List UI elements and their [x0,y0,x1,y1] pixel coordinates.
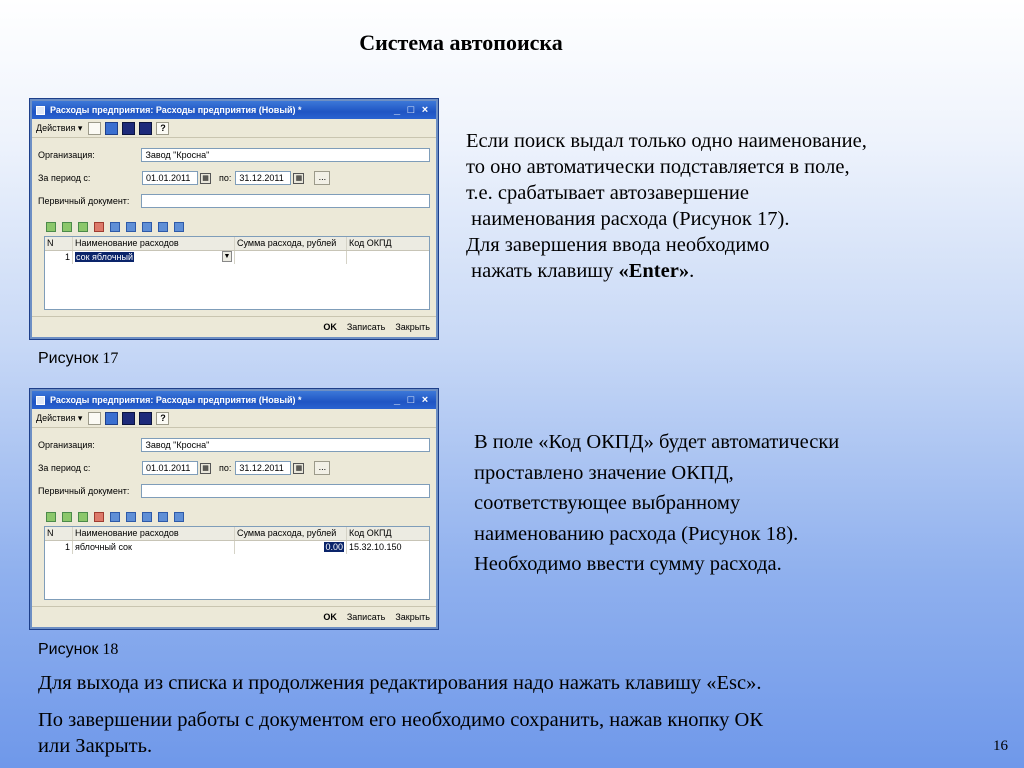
page-number: 16 [993,738,1008,754]
period-label: За период с: [38,463,91,473]
text-line: соответствующее выбранному [474,492,741,514]
edit-row-icon[interactable] [78,512,88,522]
document-icon [36,396,45,405]
window-titlebar [32,101,436,119]
move-up-icon[interactable] [126,222,136,232]
add-row-icon[interactable] [46,512,56,522]
col-n[interactable]: N [45,527,73,540]
sort-asc-icon[interactable] [158,512,168,522]
esc-instruction: Для выхода из списка и продолжения редактирования надо нажать клавишу «Esc». [38,672,762,694]
table-header [45,237,429,251]
cell-sum[interactable] [235,541,347,554]
close-window-button[interactable]: Закрыть [395,322,430,332]
grid-toolbar [46,510,190,524]
expense-window-fig18 [30,389,438,629]
text-line: или Закрыть. [38,735,153,757]
period-select-button[interactable]: ... [314,461,330,475]
org-label: Организация: [38,150,95,160]
close-button[interactable]: × [421,104,429,116]
window-titlebar [32,391,436,409]
primary-doc-label: Первичный документ: [38,196,130,206]
paragraph-okpd [474,427,839,580]
col-name[interactable]: Наименование расходов [73,237,235,250]
period-select-button[interactable]: ... [314,171,330,185]
text-line: В поле «Код ОКПД» будет автоматически [474,431,840,453]
save-close-icon[interactable] [139,122,152,135]
save-instruction [38,707,763,759]
org-field[interactable]: Завод "Кросна" [141,148,430,162]
actions-menu[interactable]: Действия ▾ [36,412,83,423]
col-n[interactable]: N [45,237,73,250]
enter-key-text: «Enter» [618,260,690,282]
text-line: По завершении работы с документом его необходимо сохранить, нажав кнопку ОК [38,709,764,731]
text-line: проставлено значение ОКПД, [474,461,734,484]
maximize-button[interactable]: □ [407,104,415,116]
figure-17-caption [38,350,118,368]
col-okpd[interactable]: Код ОКПД [349,238,392,248]
table-row[interactable] [45,541,429,554]
move-down-icon[interactable] [142,512,152,522]
text-line: наименованию расхода (Рисунок 18). [474,522,799,545]
text-line: то оно автоматически подставляется в поле, [466,156,850,178]
close-window-button[interactable]: Закрыть [395,612,430,622]
period-label: За период с: [38,173,91,183]
col-sum[interactable]: Сумма расхода, рублей [235,527,347,540]
toolbar [32,409,436,428]
slide-title: Система автопоиска [359,30,563,55]
paragraph-autocomplete [466,128,867,284]
caption-word: Рисунок [38,641,99,658]
help-icon[interactable]: ? [156,122,169,135]
expense-window-fig17 [30,99,438,339]
text-line: наименования расхода (Рисунок 17). [466,208,790,230]
save-icon[interactable] [122,412,135,425]
copy-row-icon[interactable] [62,512,72,522]
caption-word: Рисунок [38,350,99,367]
minimize-button[interactable]: _ [393,104,401,116]
to-label: по: [219,463,232,473]
end-edit-icon[interactable] [110,512,120,522]
end-edit-icon[interactable] [110,222,120,232]
org-field[interactable]: Завод "Кросна" [141,438,430,452]
table-row[interactable] [45,251,429,264]
cell-n: 1 [45,251,73,264]
document-icon [36,106,45,115]
move-up-icon[interactable] [126,512,136,522]
ok-button[interactable]: OK [323,612,337,622]
cell-okpd[interactable] [347,251,429,264]
org-label: Организация: [38,440,95,450]
expenses-table [44,526,430,600]
period-row [38,460,430,476]
primary-doc-label: Первичный документ: [38,486,130,496]
figure-18-caption [38,641,118,659]
date-from-field[interactable]: 01.01.2011 [142,461,198,475]
minimize-button[interactable]: _ [393,394,401,406]
grid-toolbar [46,220,190,234]
delete-row-icon[interactable] [94,222,104,232]
primary-doc-field[interactable] [141,194,430,208]
date-to-field[interactable]: 31.12.2011 [235,461,291,475]
text-line: Необходимо ввести сумму расхода. [474,553,782,575]
dropdown-arrow-icon[interactable]: ▼ [223,253,231,260]
cell-name[interactable]: яблочный сок [73,541,235,554]
text-line: Если поиск выдал только одно наименование, [466,130,867,152]
autocomplete-selection[interactable]: сок яблочный [76,252,133,262]
sort-desc-icon[interactable] [174,222,184,232]
period-row [38,170,430,186]
copy-row-icon[interactable] [62,222,72,232]
text-fragment: . [689,260,695,282]
save-close-icon[interactable] [139,412,152,425]
col-name[interactable]: Наименование расходов [73,527,235,540]
calendar-icon[interactable]: ▦ [293,463,304,474]
add-row-icon[interactable] [46,222,56,232]
cell-n: 1 [45,541,73,554]
sort-desc-icon[interactable] [174,512,184,522]
window-footer [32,606,436,627]
sort-asc-icon[interactable] [158,222,168,232]
toolbar [32,119,436,138]
text-fragment: нажать клавишу [466,260,619,282]
move-down-icon[interactable] [142,222,152,232]
org-row [38,437,430,453]
cell-sum[interactable] [235,251,347,264]
maximize-button[interactable]: □ [407,394,415,406]
save-button[interactable]: Записать [346,612,386,622]
window-title: Расходы предприятия: Расходы предприятия (Новый) * [50,395,302,405]
calendar-icon[interactable]: ▦ [200,463,211,474]
sum-selection[interactable]: 0.00 [325,542,343,552]
delete-row-icon[interactable] [94,512,104,522]
copy-icon[interactable] [88,122,101,135]
col-sum[interactable]: Сумма расхода, рублей [235,237,347,250]
window-footer [32,316,436,337]
caption-number: 18 [102,641,119,658]
text-line [466,258,867,284]
primary-doc-field[interactable] [141,484,430,498]
date-from-field[interactable]: 01.01.2011 [142,171,198,185]
window-title: Расходы предприятия: Расходы предприятия (Новый) * [50,105,302,115]
date-to-field[interactable]: 31.12.2011 [235,171,291,185]
edit-row-icon[interactable] [78,222,88,232]
refresh-icon[interactable] [105,412,118,425]
to-label: по: [219,173,232,183]
expenses-table [44,236,430,310]
close-button[interactable]: × [421,394,429,406]
copy-icon[interactable] [88,412,101,425]
cell-name[interactable] [73,251,235,264]
calendar-icon[interactable]: ▦ [200,173,211,184]
primary-doc-row [38,483,430,499]
primary-doc-row [38,193,430,209]
col-okpd[interactable]: Код ОКПД [349,528,392,538]
text-line: Для завершения ввода необходимо [466,234,770,256]
table-header [45,527,429,541]
caption-number: 17 [102,350,119,367]
org-row [38,147,430,163]
ok-button[interactable]: OK [323,322,337,332]
cell-okpd[interactable]: 15.32.10.150 [349,542,402,552]
help-icon[interactable]: ? [156,412,169,425]
refresh-icon[interactable] [105,122,118,135]
calendar-icon[interactable]: ▦ [293,173,304,184]
save-button[interactable]: Записать [346,322,386,332]
text-line: т.е. срабатывает автозавершение [466,182,749,204]
actions-menu[interactable]: Действия ▾ [36,122,83,133]
save-icon[interactable] [122,122,135,135]
